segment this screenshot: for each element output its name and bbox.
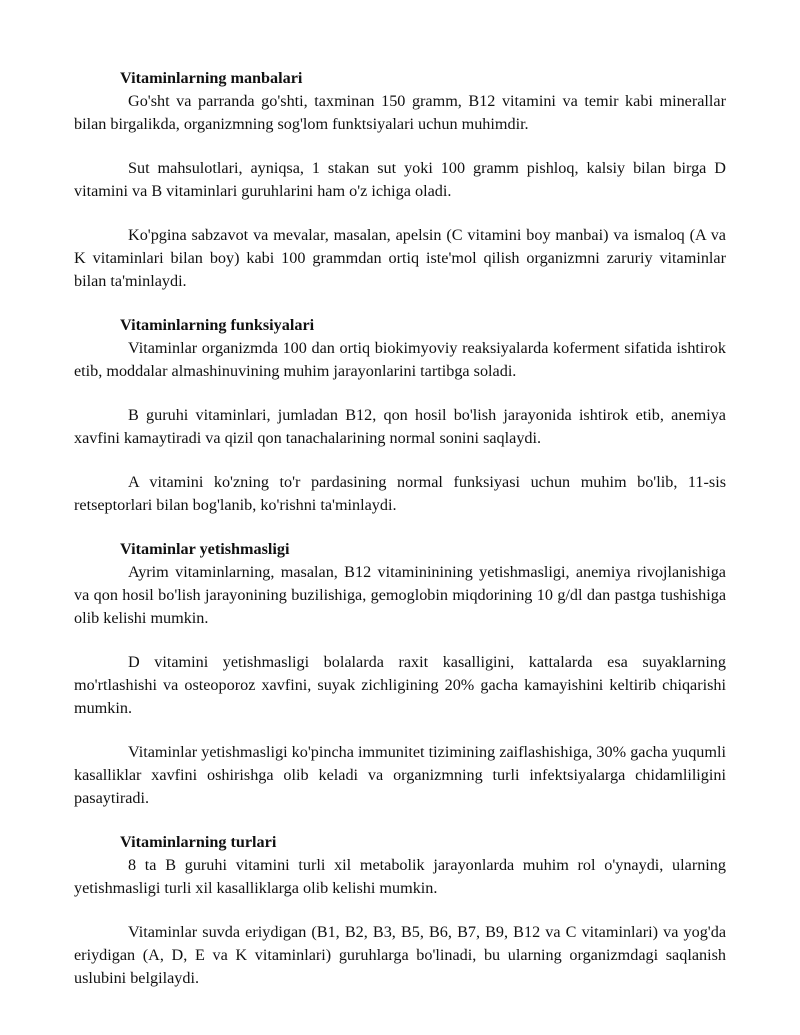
section-heading: Vitaminlarning turlari — [120, 833, 277, 851]
paragraph: 8 ta B guruhi vitamini turli xil metabolik jarayonlarda muhim rol o'ynaydi, ularning yetishmasligi turli xil kasalliklarga olib kelishi mumkin. — [74, 856, 726, 897]
paragraph: B guruhi vitaminlari, jumladan B12, qon hosil bo'lish jarayonida ishtirok etib, anemiya xavfini kamaytiradi va qizil qon tanachalarining normal sonini saqlaydi. — [74, 406, 726, 447]
section-heading: Vitaminlarning manbalari — [120, 69, 303, 87]
section-functions — [74, 314, 726, 517]
paragraph: D vitamini yetishmasligi bolalarda raxit kasalligini, kattalarda esa suyaklarning mo'rtlashishi va osteoporoz xavfini, suyak zichligining 20% gacha kamayishini keltirib chiqarishi mumkin. — [74, 653, 726, 717]
paragraph: Ayrim vitaminlarning, masalan, B12 vitamininining yetishmasligi, anemiya rivojlanishiga va qon hosil bo'lish jarayonining buzilishiga, gemoglobin miqdorining 10 g/dl dan pastga tushishiga olib kelishi mumkin. — [74, 563, 726, 627]
paragraph: Go'sht va parranda go'shti, taxminan 150 gramm, B12 vitamini va temir kabi minerallar bilan birgalikda, organizmning sog'lom funktsiyalari uchun muhimdir. — [74, 92, 726, 133]
paragraph: Vitaminlar organizmda 100 dan ortiq biokimyoviy reaksiyalarda koferment sifatida ishtirok etib, moddalar almashinuvining muhim jarayonlarini tartibga soladi. — [74, 339, 726, 380]
section-heading: Vitaminlarning funksiyalari — [120, 316, 315, 334]
section-heading: Vitaminlar yetishmasligi — [120, 540, 290, 558]
paragraph: Vitaminlar yetishmasligi ko'pincha immunitet tizimining zaiflashishiga, 30% gacha yuqumli kasalliklar xavfini oshirishga olib keladi va organizmning turli infektsiyalarga chidamliligini pasaytiradi. — [74, 743, 726, 807]
paragraph: Ko'pgina sabzavot va mevalar, masalan, apelsin (C vitamini boy manbai) va ismaloq (A va K vitaminlari bilan boy) kabi 100 grammdan ortiq iste'mol qilish organizmni zaruriy vitaminlar bilan ta'minlaydi. — [74, 226, 726, 290]
paragraph: Vitaminlar suvda eriydigan (B1, B2, B3, B5, B6, B7, B9, B12 va C vitaminlari) va yog'da eriydigan (A, D, E va K vitaminlari) guruhlarga bo'linadi, bu ularning organizmdagi saqlanish uslubini belgilaydi. — [74, 923, 726, 987]
paragraph: Sut mahsulotlari, ayniqsa, 1 stakan sut yoki 100 gramm pishloq, kalsiy bilan birga D vitamini va B vitaminlari guruhlarini ham o'z ichiga oladi. — [74, 159, 726, 200]
section-types — [74, 831, 726, 990]
paragraph: A vitamini ko'zning to'r pardasining normal funksiyasi uchun muhim bo'lib, 11-sis retseptorlari bilan bog'lanib, ko'rishni ta'minlaydi. — [74, 473, 726, 514]
section-deficiency — [74, 538, 726, 810]
section-sources — [74, 67, 726, 293]
